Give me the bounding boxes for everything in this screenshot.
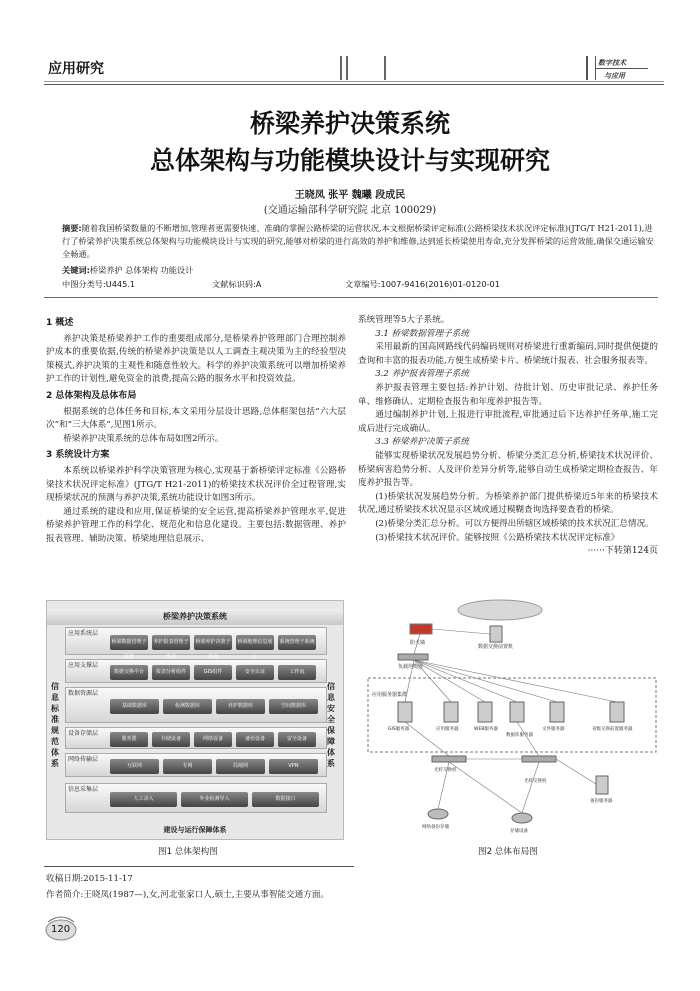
right-column xyxy=(358,314,658,559)
arch-layer xyxy=(65,783,327,813)
side-label-right: 信息安全保障体系 xyxy=(327,682,335,768)
footnote-rule xyxy=(44,866,354,867)
network-diagram xyxy=(360,596,660,840)
abstract xyxy=(62,222,660,261)
arch-module: 养护报表管理子系统 xyxy=(152,635,190,650)
server-icon xyxy=(550,702,564,722)
arch-module: 局域网 xyxy=(216,759,265,774)
received-date: 收稿日期:2015-11-17 xyxy=(46,874,133,884)
header-divider xyxy=(384,56,386,80)
subsection-heading: 3.3 桥梁养护决策子系统 xyxy=(375,437,469,448)
web-label: WEB服务器 xyxy=(474,727,498,732)
header-divider xyxy=(340,56,342,80)
arch-layer-label: 信息采集层 xyxy=(68,786,99,793)
arch-module: 工作流 xyxy=(278,665,316,680)
figure-banner: 桥梁养护决策系统 xyxy=(47,609,343,625)
section-heading: 3 系统设计方案 xyxy=(46,450,110,461)
arch-module: 安全认证 xyxy=(236,665,274,680)
paragraph: 通过系统的建设和应用,保证桥梁的安全运营,提高桥梁养护管理水平,促进桥梁养护管理工作的科学化、规范化和信息化建设。主要包括:数据管理、养护报表管理、辅助决策、桥梁地理信息展示、 xyxy=(46,506,346,544)
header-rule xyxy=(44,84,664,85)
arch-module: 桥梁地理信息展示 xyxy=(236,635,274,650)
net-storage-label: 网络备份存储 xyxy=(422,825,449,830)
paragraph: 系统管理等5大子系统。 xyxy=(358,315,450,325)
arch-layer xyxy=(65,753,327,777)
server-icon xyxy=(610,702,624,722)
server-icon xyxy=(510,702,524,722)
arch-layer-label: 应用系统层 xyxy=(68,630,99,637)
arch-layer-label: 网络传输层 xyxy=(68,756,99,763)
article-number: 文章编号:1007-9416(2016)01-0120-01 xyxy=(345,279,500,289)
clc-number: 中图分类号:U445.1 xyxy=(62,279,136,289)
figure-layout xyxy=(360,596,660,840)
db-label: 数据库服务器 xyxy=(506,733,533,738)
arch-module: 数据接口 xyxy=(252,792,319,807)
affiliation: (交通运输部科学研究院 北京 100029) xyxy=(263,205,437,216)
storage-icon xyxy=(512,813,532,823)
section-heading: 1 概述 xyxy=(46,318,74,328)
cluster-label: 应用服务器集群 xyxy=(372,692,408,698)
arch-layer-label: 应用支撑层 xyxy=(68,662,99,669)
running-header xyxy=(44,50,664,86)
subsection-heading: 3.1 桥梁数据管理子系统 xyxy=(375,328,469,339)
arch-module: GIS组件 xyxy=(194,665,232,680)
left-column xyxy=(46,314,346,547)
paragraph: 采用最新的国高网路线代码编码规则对桥梁进行重新编码,同时提供便捷的查询和丰富的报表功能,方便生成桥梁卡片、桥梁统计报表、社会服务报表等。 xyxy=(358,342,658,366)
server-icon xyxy=(444,702,458,722)
firewall-icon xyxy=(410,624,432,634)
db-server-label: 数据交换前置机 xyxy=(478,644,514,650)
paragraph: (3)桥梁技术状况评价。能够按照《公路桥梁技术状况评定标准》 xyxy=(375,532,620,543)
arch-module: 存储设备 xyxy=(152,732,190,747)
page-number: 120 xyxy=(51,924,71,935)
arch-module: 备份设备 xyxy=(236,732,274,747)
app-label: 应用服务器 xyxy=(436,727,459,732)
title-line-1: 桥梁养护决策系统 xyxy=(249,109,450,138)
switch-label-1: 光纤交换机 xyxy=(434,768,457,773)
abstract-rule xyxy=(44,297,658,298)
header-divider xyxy=(346,56,348,80)
arch-module: 专网 xyxy=(163,759,212,774)
keywords-label: 关键词: xyxy=(62,265,90,275)
arch-module: 桥梁养护决策子系统 xyxy=(194,635,232,650)
logo-text-2: 与应用 xyxy=(604,71,625,80)
arch-layer xyxy=(65,687,327,723)
paragraph: 桥梁养护决策系统的总体布局如图2所示。 xyxy=(63,433,224,444)
backup-label: 备份服务器 xyxy=(590,799,613,804)
paragraph: (2)桥梁分类汇总分析。可以方便得出所辖区域桥梁的技术状况汇总情况。 xyxy=(375,518,654,529)
paragraph: 养护报表管理主要包括:养护计划、待批计划、历史审批记录、养护任务单、维修确认、定期检查报告和年度养护报告等。 xyxy=(358,382,658,407)
arch-module: 安全设备 xyxy=(278,732,316,747)
paragraph: 根据系统的总体任务和目标,本文采用分层设计思路,总体框架包括“六大层次”和“三大体系”,见图1所示。 xyxy=(46,406,346,431)
authors: 王晓凤 张平 魏曦 段成民 xyxy=(294,190,406,201)
paragraph: 本系统以桥梁养护科学决策管理为核心,实现基于新桥梁评定标准《公路桥梁技术状况评定标准》(JTG/T H21-2011)的桥梁技术状况评价全过程管理,实现桥梁状况的预测与养护决策,系统功能设计如图3所示。 xyxy=(46,465,346,504)
arch-module: 空间数据库 xyxy=(269,699,318,714)
arch-module: 系统管理子系统 xyxy=(278,635,316,650)
arch-module: 基础数据库 xyxy=(110,699,159,714)
abstract-label: 摘要: xyxy=(62,223,82,233)
storage-label: 存储设备 xyxy=(510,829,528,834)
continued-note: ······下转第124页 xyxy=(587,546,658,557)
file-label: 文件服务器 xyxy=(542,727,565,732)
paragraph: 养护决策是桥梁养护工作的重要组成部分,是桥梁养护管理部门合理控制养护成本的重要依据,传统的桥梁养护决策是以人工调查主观决策为主的经验型决策模式,养护决策的主观性和随意性较大。科学的养护决策系统可以增加桥梁养护工作的计划性,避免资金的浪费,提高公路的服务水平和投资效益。 xyxy=(46,333,346,385)
figure-architecture xyxy=(46,600,344,840)
gis-label: GIS服务器 xyxy=(388,727,410,732)
arch-module: 桥梁数据管理子系统 xyxy=(110,635,148,650)
arch-module: 检测数据库 xyxy=(163,699,212,714)
server-icon xyxy=(490,626,502,642)
lb-label: 负载均衡器 xyxy=(398,664,424,670)
arch-layer xyxy=(65,659,327,683)
arch-module: 养护数据库 xyxy=(216,699,265,714)
cloud-icon xyxy=(458,600,542,620)
doc-code: 文献标识码:A xyxy=(212,279,262,289)
section-heading: 2 总体架构及总体布局 xyxy=(46,390,137,401)
firewall-label: 防火墙 xyxy=(410,640,426,646)
logo-mark xyxy=(586,56,596,80)
page-badge xyxy=(44,912,78,942)
journal-logo xyxy=(582,54,652,84)
author-bio: 作者简介:王晓凤(1987—),女,河北张家口人,硕士,主要从事智能交通方面。 xyxy=(46,890,330,900)
paragraph: 通过编制养护计划,上报进行审批流程,审批通过后下达养护任务单,施工完成后进行完成确认。 xyxy=(358,410,658,434)
server-icon xyxy=(398,702,412,722)
storage-icon xyxy=(428,809,448,819)
arch-module: VPN xyxy=(269,759,318,774)
arch-module: 网络设备 xyxy=(194,732,232,747)
arch-module: 数据交换平台 xyxy=(110,665,148,680)
abstract-text: 随着我国桥梁数量的不断增加,管理者更需要快速、准确的掌握公路桥梁的运营状况,本文根据桥梁评定标准(公路桥梁技术状况评定标准)(JTG/T H21-2011),进行了桥梁养护决策系统总体架构与功能模块设计与实现的研究,能够对桥梁的进行高效的养护和维修,达到延长桥梁使用寿命,充分发挥桥梁的运营效能,确保交通运输安全畅通。 xyxy=(62,223,654,259)
figure-2-caption: 图2 总体布局图 xyxy=(478,847,538,857)
exchange-label: 省级交换前置服务器 xyxy=(592,727,633,732)
title-line-2: 总体架构与功能模块设计与实现研究 xyxy=(149,146,550,175)
logo-line xyxy=(596,68,648,69)
header-rule xyxy=(44,81,664,82)
arch-layer xyxy=(65,627,327,660)
keywords-text: 桥梁养护 总体架构 功能设计 xyxy=(89,265,194,275)
logo-text-1: 数字技术 xyxy=(598,58,626,67)
arch-module: 服务器 xyxy=(110,732,148,747)
subsection-heading: 3.2 养护报表管理子系统 xyxy=(375,369,469,380)
server-icon xyxy=(478,702,492,722)
arch-layer-label: 数据资源层 xyxy=(68,690,99,697)
section-label: 应用研究 xyxy=(48,61,104,77)
switch-label-2: 光纤交换机 xyxy=(524,779,547,784)
figure-footer: 建设与运行保障体系 xyxy=(163,826,227,834)
paragraph: 能够实现桥梁状况发展趋势分析、桥梁分类汇总分析,桥梁技术状况评价、桥梁病害趋势分析、人及评价差异分析等,能够自动生成桥梁定期检查报告、年度养护报告等。 xyxy=(358,450,658,489)
arch-layer xyxy=(65,727,327,749)
side-label-left: 信息标准规范体系 xyxy=(51,682,59,768)
keywords xyxy=(62,265,660,276)
switch-icon xyxy=(522,756,556,762)
arch-module: 报表分析组件 xyxy=(152,665,190,680)
switch-icon xyxy=(432,756,466,762)
arch-module: 外业检测导入 xyxy=(181,792,248,807)
paragraph: (1)桥梁状况发展趋势分析。为桥梁养护部门提供桥梁近5年来的桥梁技术状况,通过桥梁技术状况显示区域或通过模糊查询选择要查看的桥梁。 xyxy=(358,491,658,516)
server-icon xyxy=(596,776,608,794)
arch-layer-label: 设备存储层 xyxy=(68,730,99,737)
load-balancer-icon xyxy=(398,654,428,660)
arch-module: 互联网 xyxy=(110,759,159,774)
figure-1-caption: 图1 总体架构图 xyxy=(158,847,218,857)
arch-module: 人工录入 xyxy=(110,792,177,807)
